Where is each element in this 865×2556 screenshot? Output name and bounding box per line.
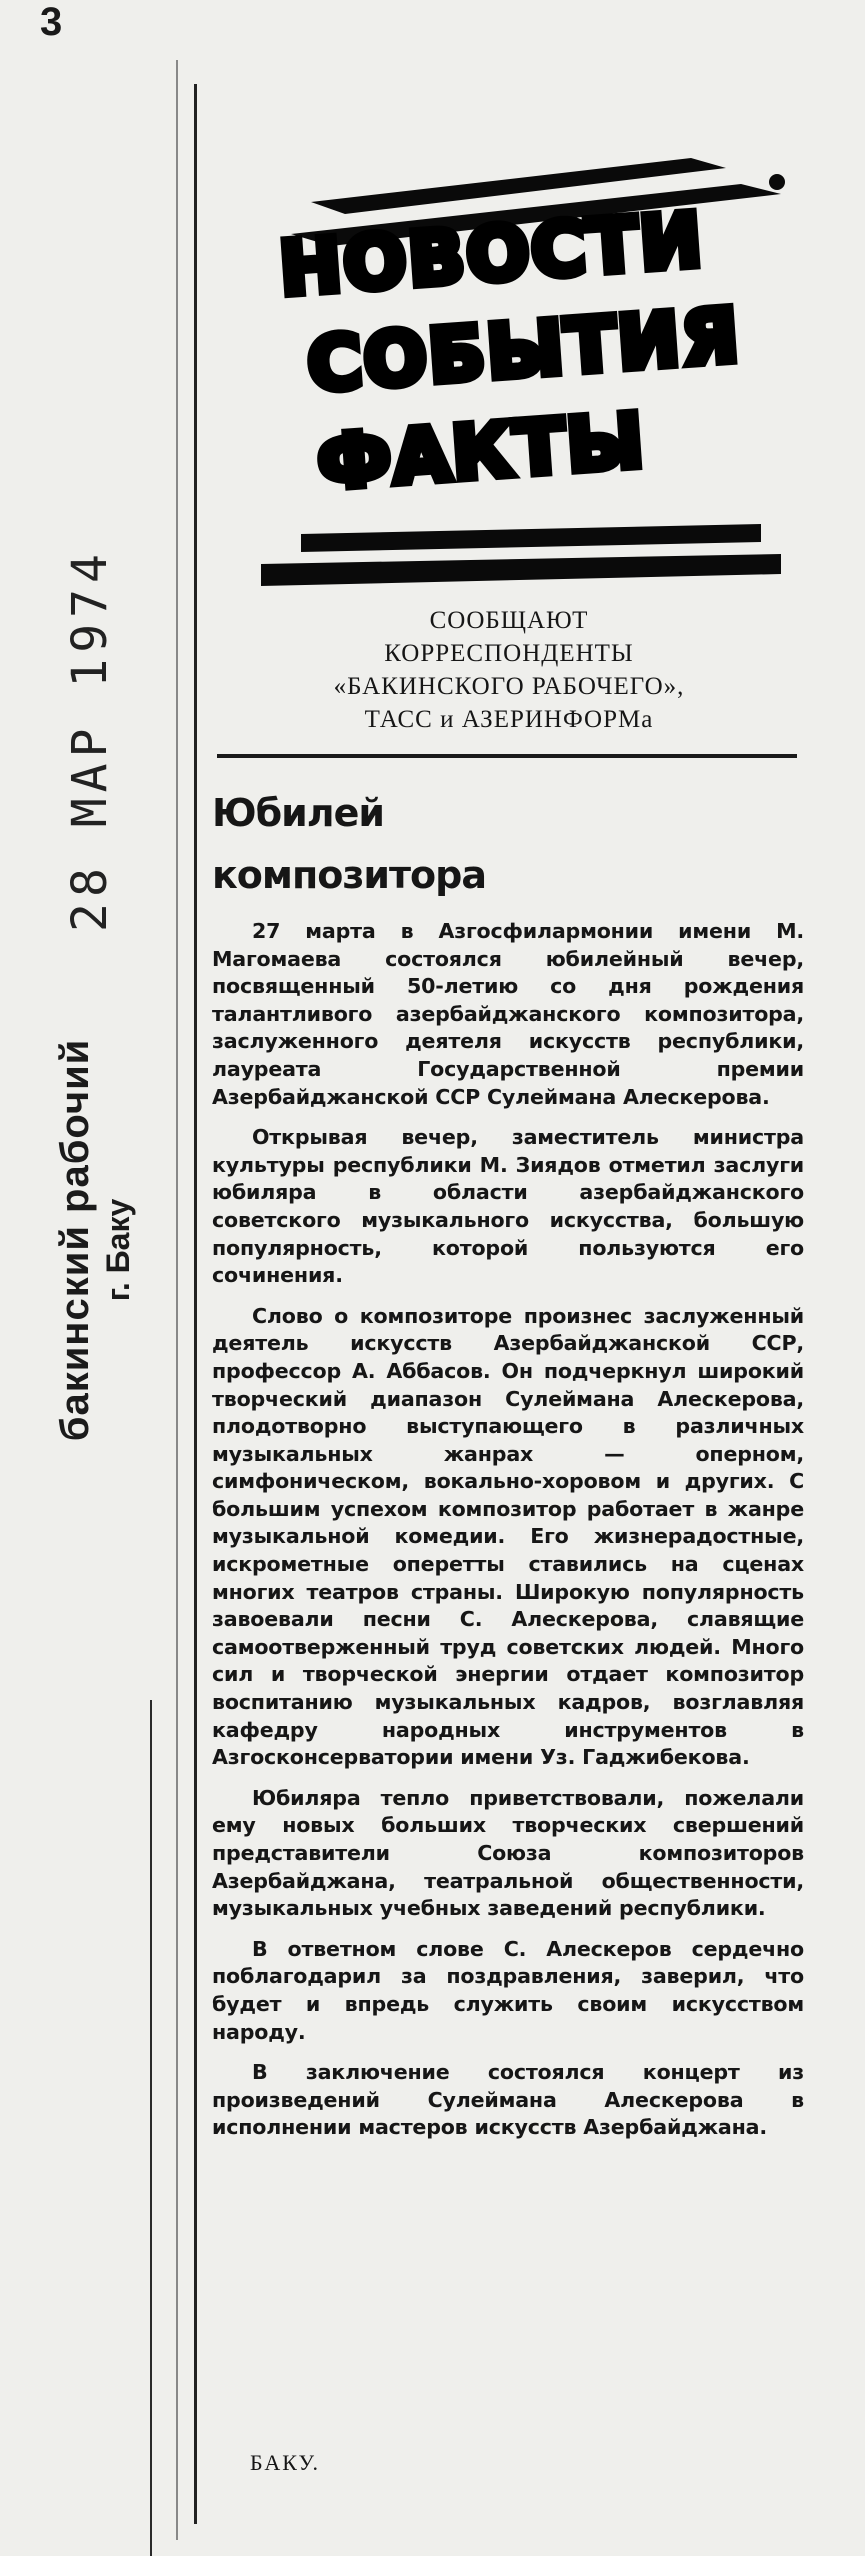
title-line: Юбилей: [212, 791, 384, 835]
margin-line: [176, 60, 178, 2540]
title-line: композитора: [212, 853, 486, 897]
paragraph: В заключение состоялся концерт из произведений Сулеймана Алескерова в исполнении мастеров искусств Азербайджана.: [212, 2060, 804, 2140]
paragraph: Открывая вечер, заместитель министра культуры республики М. Зиядов отметил заслуги юбиляра в области азербайджанского советского музыкального искусства, большую популярность, которой пользуются его сочинения.: [212, 1125, 804, 1288]
sources-text: «БАКИНСКОГО РАБОЧЕГО»,: [333, 673, 685, 700]
rubric-line-1: НОВОСТИ: [276, 197, 707, 313]
header-rule: [217, 754, 797, 758]
sources-text: КОРРЕСПОНДЕНТЫ: [384, 640, 634, 667]
sources-line: [197, 604, 821, 736]
corner-mark: 3: [40, 0, 63, 44]
paragraph: Юбиляра тепло приветствовали, пожелали ему новых больших творческих свершений представители Союза композиторов Азербайджана, театральной общественности, музыкальных учебных заведений республики.: [212, 1785, 804, 1921]
banner-stripe-bottom: [261, 554, 781, 586]
newspaper-city: г. Баку: [100, 1198, 136, 1302]
paragraph: В ответном слове С. Алескеров сердечно поблагодарил за поздравления, заверил, что будет и впредь служить своим искусством народу.: [212, 1936, 804, 2044]
margin-line: [150, 1700, 152, 2556]
paragraph: Слово о композиторе произнес заслуженный деятель искусств Азербайджанской ССР, профессор А. Аббасов. Он подчеркнул широкий творческий диапазон Сулеймана Алескерова, плодотворно выступающего в различных музыкальных жанрах — оперном, симфоническом, вокально-хоровом и других. С большим успехом композитор работает в жанре музыкальной комедии. Его жизнерадостные, искрометные оперетты ставились на сценах многих театров страны. Широкую популярность завоевали песни С. Алескерова, славящие самоотверженный труд советских людей. Много сил и творческой энергии отдает композитор воспитанию музыкальных кадров, возглавляя кафедру народных инструментов в Азгосконсерватории имени Уз. Гаджибекова.: [212, 1303, 804, 1770]
newspaper-stamp: [53, 1039, 137, 1442]
sources-text: СООБЩАЮТ: [429, 607, 589, 634]
article-body: [212, 918, 804, 2155]
signoff: БАКУ.: [250, 2450, 320, 2475]
sources-text: ТАСС и АЗЕРИНФОРМа: [364, 706, 654, 733]
newspaper-name: бакинский рабочий: [53, 1038, 97, 1442]
paragraph: 27 марта в Азгосфилармонии имени М. Магомаева состоялся юбилейный вечер, посвященный 50-летию со дня рождения талантливого азербайджанского композитора, заслуженного деятеля искусств республики, лауреата Государственной премии Азербайджанской ССР Сулеймана Алескерова.: [212, 919, 804, 1109]
rubric-header: [221, 124, 811, 604]
banner-stripe-bottom-2: [301, 524, 761, 552]
date-stamp: 28 МАР 1974: [62, 548, 118, 932]
rubric-line-3: ФАКТЫ: [314, 397, 649, 507]
rubric-line-2: СОБЫТИЯ: [304, 292, 744, 409]
pin-mark: [769, 174, 785, 190]
article-title: [212, 782, 802, 906]
